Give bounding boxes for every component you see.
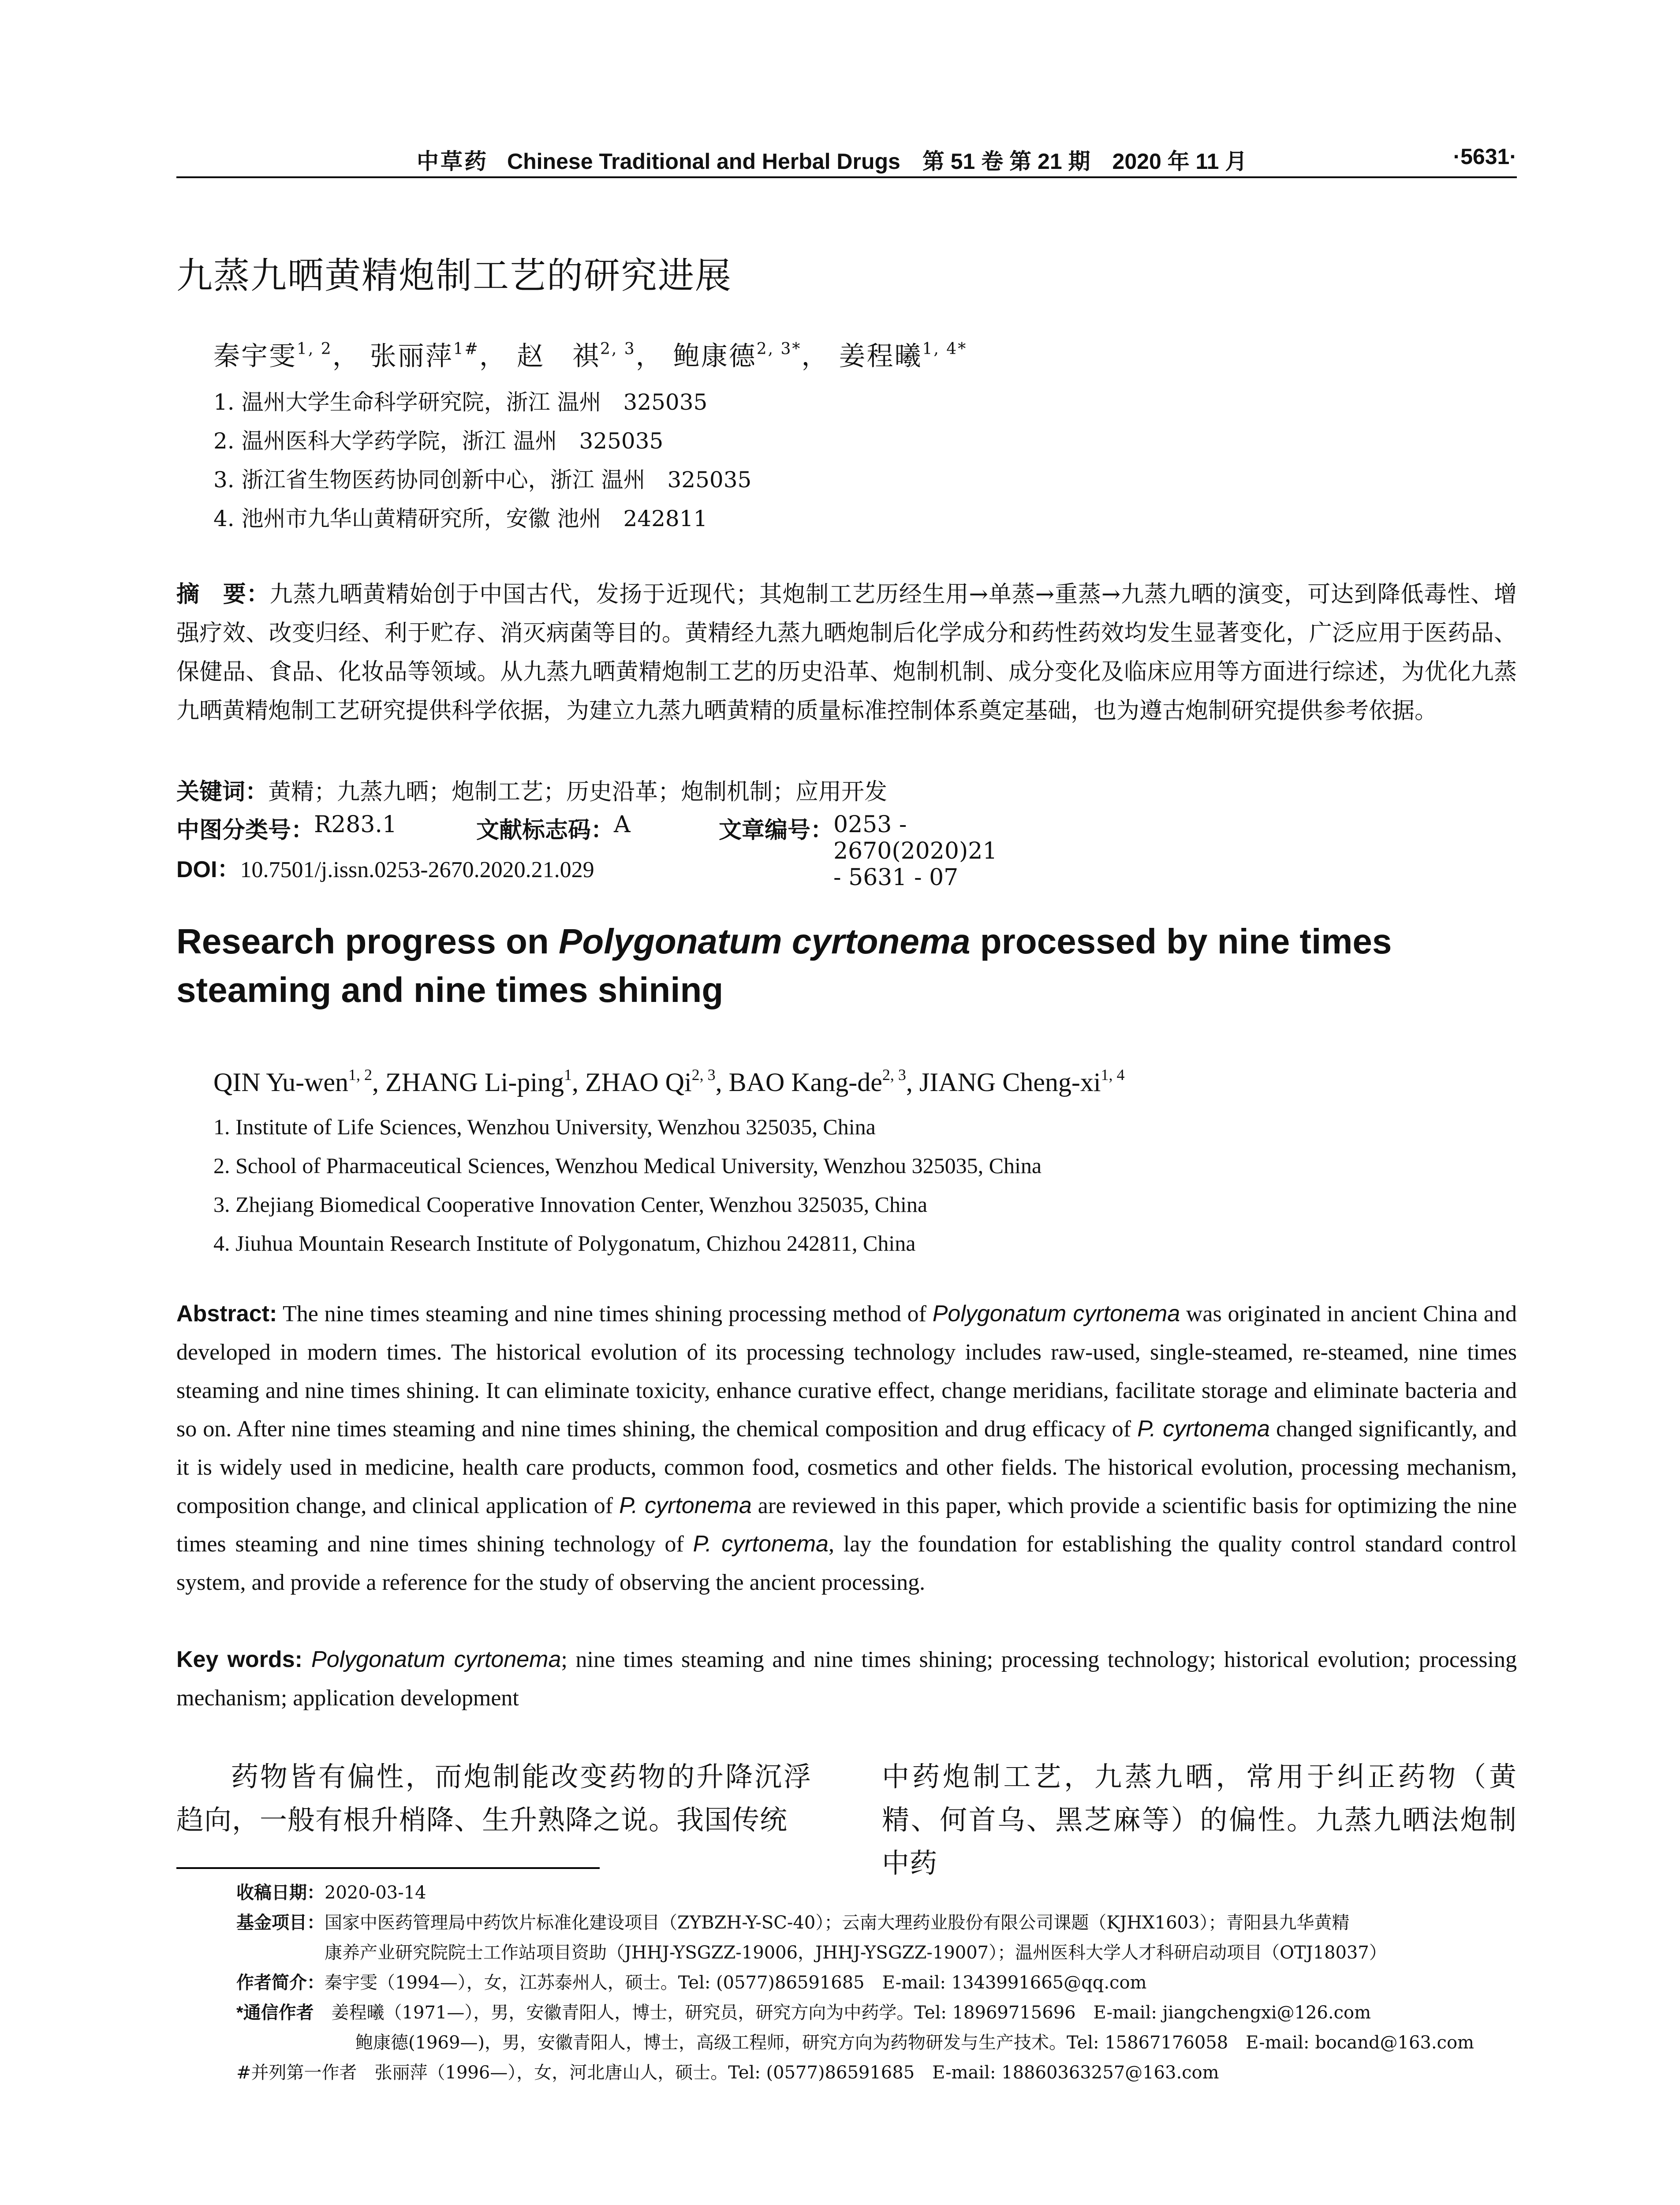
- clc-number: 中图分类号： R283.1: [176, 811, 397, 843]
- footnote-fund-continued: 康养产业研究院院士工作站项目资助（JHHJ-YSGZZ-19006，JHHJ-YSGZZ-19007）；温州医科大学人才科研启动项目（OTJ18037）: [325, 1943, 1387, 1963]
- footnote-cofirst: #并列第一作者 张丽萍（1996—），女，河北唐山人，硕士。Tel: (0577)86591685 E-mail: 18860363257@163.com: [236, 2063, 1219, 2083]
- keywords-en: Key words: Polygonatum cyrtonema; nine times steaming and nine times shining; processing technology; historical evolution; processing mechanism; application development: [176, 1647, 1517, 1711]
- footnote-rule: [176, 1867, 600, 1869]
- title-en: Research progress on Polygonatum cyrtonema processed by nine times steaming and nine times shining: [176, 922, 1392, 1009]
- author-en: QIN Yu-wen$^{1, 2}$: [213, 1065, 373, 1097]
- affiliation-cn: 4. 池州市九华山黄精研究所，安徽 池州 242811: [213, 506, 708, 531]
- footnote-author: 作者简介：秦宇雯（1994—），女，江苏泰州人，硕士。Tel: (0577)86591685 E-mail: 1343991665@qq.com: [236, 1973, 1147, 1993]
- article-number: 文章编号： 0253 - 2670(2020)21 - 5631 - 07: [719, 811, 997, 891]
- authors-cn: 秦宇雯$^{1, 2}$， 张丽萍$^{1\#}$， 赵 祺$^{2, 3}$， 鲍康德$^{2, 3*}$， 姜程曦$^{1, 4*}$: [213, 340, 967, 372]
- author-en: ZHANG Li-ping$^1$: [385, 1065, 572, 1097]
- affiliation-cn: 3. 浙江省生物医药协同创新中心，浙江 温州 325035: [213, 467, 752, 493]
- affiliation-en: 2. School of Pharmaceutical Sciences, Wenzhou Medical University, Wenzhou 325035, China: [213, 1153, 1042, 1178]
- journal-name-cn: 中草药: [417, 149, 488, 174]
- footnote-received: 收稿日期：2020-03-14: [236, 1883, 426, 1903]
- authors-en: QIN Yu-wen$^{1, 2}$, ZHANG Li-ping$^1$, ZHAO Qi$^{2, 3}$, BAO Kang-de$^{2, 3}$, JIANG Cheng-xi$^{1, 4}$: [213, 1065, 1125, 1097]
- abstract-cn-text: 九蒸九晒黄精始创于中国古代，发扬于近现代；其炮制工艺历经生用→单蒸→重蒸→九蒸九晒的演变，可达到降低毒性、增强疗效、改变归经、利于贮存、消灭病菌等目的。黄精经九蒸九晒炮制后化学成分和药性药效均发生显著变化，广泛应用于医药品、保健品、食品、化妆品等领域。从九蒸九晒黄精炮制工艺的历史沿革、炮制机制、成分变化及临床应用等方面进行综述，为优化九蒸九晒黄精炮制工艺研究提供科学依据，为建立九蒸九晒黄精的质量标准控制体系奠定基础，也为遵古炮制研究提供参考依据。: [176, 581, 1517, 724]
- affiliation-cn: 2. 温州医科大学药学院，浙江 温州 325035: [213, 428, 664, 454]
- author-cn: 赵 祺$^{2, 3}$: [516, 340, 636, 372]
- footnote-corresponding: *通信作者 姜程曦（1971—），男，安徽青阳人，博士，研究员，研究方向为中药学。Tel: 18969715696 E-mail: jiangchengxi@126.com: [236, 2003, 1371, 2023]
- author-en: ZHAO Qi$^{2, 3}$: [585, 1065, 716, 1097]
- footnote-fund: 基金项目：国家中医药管理局中药饮片标准化建设项目（ZYBZH-Y-SC-40）；云南大理药业股份有限公司课题（KJHX1603）；青阳县九华黄精: [236, 1913, 1350, 1933]
- document-code: 文献标志码： A: [476, 811, 631, 843]
- abstract-en-label: Abstract:: [176, 1301, 277, 1327]
- title-cn: 九蒸九晒黄精炮制工艺的研究进展: [176, 255, 732, 297]
- body-column-right: 中药炮制工艺，九蒸九晒，常用于纠正药物（黄精、何首乌、黑芝麻等）的偏性。九蒸九晒法炮制中药: [882, 1760, 1517, 1879]
- affiliation-en: 4. Jiuhua Mountain Research Institute of Polygonatum, Chizhou 242811, China: [213, 1231, 916, 1256]
- author-cn: 姜程曦$^{1, 4*}$: [839, 340, 967, 372]
- keywords-cn: 关键词：黄精；九蒸九晒；炮制工艺；历史沿革；炮制机制；应用开发: [176, 779, 888, 805]
- doi: DOI：10.7501/j.issn.0253-2670.2020.21.029: [176, 857, 594, 882]
- keywords-en-label: Key words:: [176, 1647, 302, 1672]
- affiliation-cn: 1. 温州大学生命科学研究院，浙江 温州 325035: [213, 389, 708, 415]
- page-number: ·5631·: [1453, 144, 1517, 169]
- abstract-en: Abstract: The nine times steaming and nine times shining processing method of Polygonatum cyrtonema was originated in ancient China and developed in modern times. The historical evolution of its processing technology includes raw-used, single-steamed, re-steamed, nine times steaming and nine times shining. It can eliminate toxicity, enhance curative effect, change meridians, facilitate storage and eliminate bacteria and so on. After nine times steaming and nine times shining, the chemical composition and drug efficacy of P. cyrtonema changed significantly, and it is widely used in medicine, health care products, common food, cosmetics and other fields. The historical evolution, processing mechanism, composition change, and clinical application of P. cyrtonema are reviewed in this paper, which provide a scientific basis for optimizing the nine times steaming and nine times shining technology of P. cyrtonema, lay the foundation for establishing the quality control standard control system, and provide a reference for the study of observing the ancient processing.: [176, 1301, 1517, 1595]
- journal-info: Chinese Traditional and Herbal Drugs 第 51 卷 第 21 期 2020 年 11 月: [507, 149, 1247, 174]
- author-cn: 鲍康德$^{2, 3*}$: [673, 340, 802, 372]
- author-cn: 张丽萍$^{1\#}$: [370, 340, 479, 372]
- body-column-left: 药物皆有偏性，而炮制能改变药物的升降沉浮趋向，一般有根升梢降、生升熟降之说。我国传统: [176, 1760, 811, 1836]
- affiliation-en: 1. Institute of Life Sciences, Wenzhou University, Wenzhou 325035, China: [213, 1114, 876, 1139]
- footnote-corresponding-2: 鲍康德(1969—)，男，安徽青阳人，博士，高级工程师，研究方向为药物研发与生产技术。Tel: 15867176058 E-mail: bocand@163.com: [355, 2033, 1474, 2053]
- header-rule: [176, 176, 1517, 178]
- abstract-cn-label: 摘 要：: [176, 582, 270, 607]
- author-en: BAO Kang-de$^{2, 3}$: [728, 1065, 906, 1097]
- author-en: JIANG Cheng-xi$^{1, 4}$: [919, 1065, 1125, 1097]
- running-header: [176, 140, 1517, 174]
- abstract-cn: [176, 575, 1517, 730]
- author-cn: 秦宇雯$^{1, 2}$: [213, 340, 332, 372]
- affiliation-en: 3. Zhejiang Biomedical Cooperative Innovation Center, Wenzhou 325035, China: [213, 1192, 928, 1217]
